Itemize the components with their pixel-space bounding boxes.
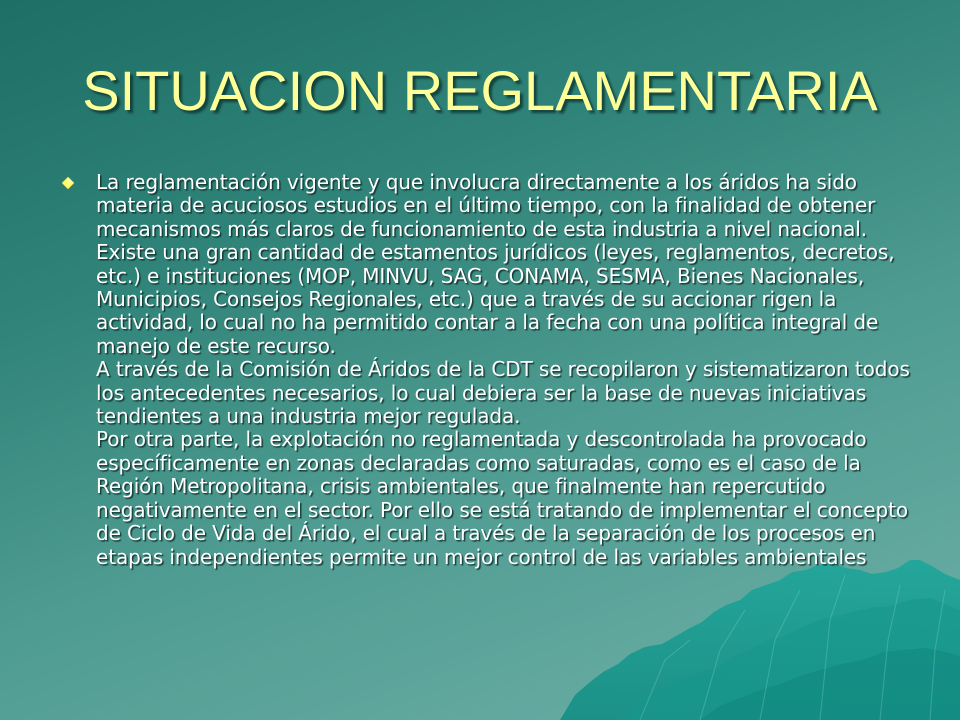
slide-title: SITUACION REGLAMENTARIA <box>82 59 878 122</box>
slide-body <box>60 171 920 569</box>
bullet-item <box>60 171 920 569</box>
body-paragraph-2: A través de la Comisión de Áridos de la CDT se recopilaron y sistematizaron todos los antecedentes necesarios, lo cual debiera ser la base de nuevas iniciativas tendientes a una industria mejor regulada. <box>96 357 910 429</box>
diamond-bullet-icon <box>62 177 74 189</box>
body-paragraph-3: Por otra parte, la explotación no reglamentada y descontrolada ha provocado específicamente en zonas declaradas como saturadas, como es el caso de la Región Metropolitana, crisis ambientales, que finalmente han repercutido negativamente en el sector. Por ello se está tratando de implementar el concepto de Ciclo de Vida del Árido, el cual a través de la separación de los procesos en etapas independientes permite un mejor control de las variables ambientales <box>96 427 908 569</box>
body-paragraph-1: La reglamentación vigente y que involucra directamente a los áridos ha sido materia de acuciosos estudios en el último tiempo, con la finalidad de obtener mecanismos más claros de funcionamiento de esta industria a nivel nacional. Existe una gran cantidad de estamentos jurídicos (leyes, reglamentos, decretos, etc.) e instituciones (MOP, MINVU, SAG, CONAMA, SESMA, Bienes Nacionales, Municipios, Consejos Regionales, etc.) que a través de su accionar rigen la actividad, lo cual no ha permitido contar a la fecha con una política integral de manejo de este recurso. <box>96 170 895 358</box>
